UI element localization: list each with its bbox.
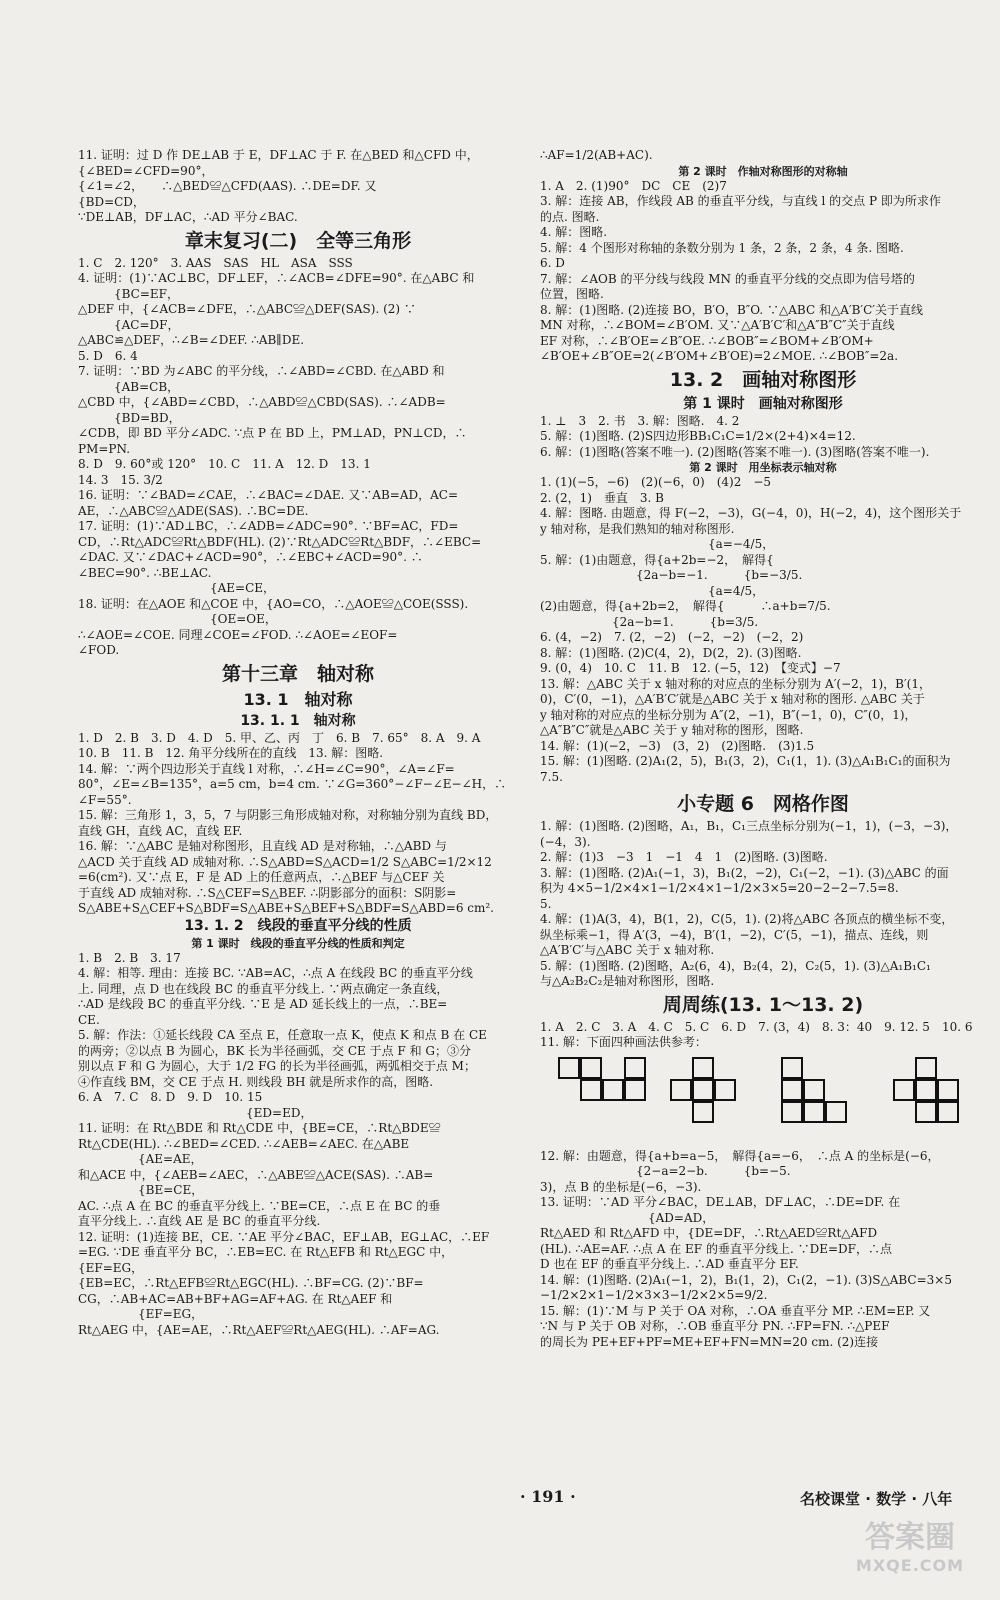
answer-line: 位置，图略. <box>540 287 604 301</box>
answer-line: 1. A 2. C 3. A 4. C 5. C 6. D 7. (3，4) 8. 3：40 9. 12. 5 10. 6 <box>540 1019 973 1034</box>
answer-line: Rt△CDE(HL). ∴∠BED=∠CED. ∴∠AEB=∠AEC. 在△ABE <box>78 1136 410 1151</box>
answer-line: EF 对称，∴∠B′OE=∠B″OE. ∴∠BOB″=∠BOM+∠B′OM+ <box>540 333 874 348</box>
answer-line: 5. 解：(1)图略. (2)图略，A₂(6，4)，B₂(4，2)，C₂(5，1). (3)△A₁B₁C₁ <box>540 958 931 973</box>
answer-line: △CBD 中，{∠ABD=∠CBD，∴△ABD≌△CBD(SAS). ∴∠ADB= <box>78 395 446 409</box>
chapter-heading: 13. 2 画轴对称图形 <box>669 368 857 391</box>
answer-line: {AE=AE， <box>78 1152 203 1166</box>
answer-line: 15. 解：三角形 1，3，5，7 与阴影三角形成轴对称，对称轴分别为直线 BD， <box>78 808 498 822</box>
grid-cell <box>624 1057 646 1079</box>
answer-line: S△ABE+S△CEF+S△BDF=S△ABE+S△BEF+S△BDF=S△ABD=6 cm². <box>78 901 494 915</box>
answer-line: 纵坐标乘−1，得 A′(3，−4)，B′(1，−2)，C′(5，−1)，描点、连线，则 <box>540 927 929 942</box>
grid-cell <box>692 1057 714 1079</box>
answer-line: ∠F=55°. <box>78 792 132 807</box>
answer-line: 7. 解：∠AOB 的平分线与线段 MN 的垂直平分线的交点即为信号塔的 <box>540 271 915 286</box>
book-brand: 名校课堂 · 数学 · 八年 <box>800 1490 953 1508</box>
grid-cell <box>781 1079 803 1101</box>
grid-cell <box>937 1101 959 1123</box>
answer-line: 5. D 6. 4 <box>78 348 138 363</box>
answer-line: {∠BED=∠CFD=90°， <box>78 163 214 178</box>
grid-cell <box>580 1079 602 1101</box>
left-column <box>78 148 518 1338</box>
answer-line: △ACD 关于直线 AD 成轴对称. ∴S△ABD=S△ACD=1/2 S△ABC=1/2×12 <box>78 854 492 869</box>
answer-line: {AE=CE， <box>78 581 276 595</box>
answer-line: {EF=EG， <box>78 1307 204 1321</box>
answer-line: {BD=CD， <box>78 194 145 209</box>
answer-line: 8. 解：(1)图略. (2)C(4，2)，D(2，2). (3)图略. <box>540 645 802 660</box>
answer-line: 5. 解：4 个图形对称轴的条数分别为 1 条，2 条，2 条，4 条. 图略. <box>540 240 904 255</box>
lesson-heading: 第 2 课时 用坐标表示轴对称 <box>689 461 837 474</box>
answer-line: AC. ∴点 A 在 BC 的垂直平分线上. ∵BE=CE，∴点 E 在 BC 的垂 <box>78 1198 441 1213</box>
answer-line: 6. D <box>540 256 565 270</box>
answer-line: 6. 解：(1)图略(答案不唯一). (2)图略(答案不唯一). (3)图略(答案不唯一). <box>540 444 930 459</box>
lesson-heading: 第 1 课时 线段的垂直平分线的性质和判定 <box>191 936 405 950</box>
answer-line: (HL). ∴AE=AF. ∴点 A 在 EF 的垂直平分线上. ∵DE=DF，∴点 <box>540 1241 892 1256</box>
answer-line: 1. B 2. B 3. 17 <box>78 950 181 965</box>
answer-line: ∠FOD. <box>78 643 120 657</box>
grid-cell <box>602 1079 624 1101</box>
watermark-url: MXQE.COM <box>855 1556 965 1575</box>
grid-cell <box>781 1057 803 1079</box>
answer-line: 1. ⊥ 3 2. 书 3. 解：图略. 4. 2 <box>540 413 740 428</box>
grid-cell <box>624 1079 646 1101</box>
chapter-heading: 小专题 6 网格作图 <box>677 793 849 815</box>
right-column <box>540 148 986 1350</box>
answer-line: ∴∠AOE=∠COE. 同理∠COE=∠FOD. ∴∠AOE=∠EOF= <box>78 627 398 642</box>
answer-line: D 也在 EF 的垂直平分线上. ∴AD 垂直平分 EF. <box>540 1257 799 1271</box>
answer-line: ∵N 与 P 关于 OB 对称，∴OB 垂直平分 PN. ∴FP=FN. ∴△PEF <box>540 1319 890 1333</box>
answer-line: 直线 GH，直线 AC，直线 EF. <box>78 823 243 838</box>
grid-figure <box>781 1057 875 1143</box>
answer-line: {a=−4/5， <box>540 537 775 551</box>
answer-line: 1. 解：(1)图略. (2)图略，A₁，B₁，C₁三点坐标分别为(−1，1)，(−3，−3)， <box>540 819 958 833</box>
grid-cell <box>692 1101 714 1123</box>
answer-line: 积为 4×5−1/2×4×1−1/2×4×1−1/2×3×5=20−2−2−7.5=8. <box>540 881 899 895</box>
grid-drawings <box>540 1051 986 1149</box>
answer-line: 11. 证明：在 Rt△BDE 和 Rt△CDE 中，{BE=CE，∴Rt△BDE≌ <box>78 1121 441 1135</box>
answer-line: 5. 解：作法：①延长线段 CA 至点 E，任意取一点 K，使点 K 和点 B 在 CE <box>78 1028 487 1042</box>
answer-line: {2−a=2−b. {b=−5. <box>540 1164 791 1178</box>
spacer <box>540 785 986 789</box>
answer-line: 0)，C′(0，−1)，△A′B′C′就是△ABC 关于 x 轴对称的图形. △ABC 关于 <box>540 692 925 706</box>
answer-line: 13. 证明：∵AD 平分∠BAC，DE⊥AB，DF⊥AC，∴DE=DF. 在 <box>540 1195 901 1209</box>
answer-line: 5. 解：(1)图略. (2)S四边形BB₁C₁C=1/2×(2+4)×4=12. <box>540 429 856 443</box>
subsection-heading: 第 1 课时 画轴对称图形 <box>683 395 843 412</box>
answer-line: ∠DAC. 又∵∠DAC+∠ACD=90°，∴∠EBC+∠ACD=90°. ∴ <box>78 550 423 564</box>
grid-cell <box>803 1101 825 1123</box>
chapter-heading: 周周练(13. 1～13. 2) <box>662 993 864 1016</box>
answer-line: {∠1=∠2， ∴△BED≌△CFD(AAS). ∴DE=DF. 又 <box>78 179 377 193</box>
answer-line: △DEF 中，{∠ACB=∠DFE，∴△ABC≌△DEF(SAS). (2) ∵ <box>78 302 416 316</box>
answer-line: =6(cm²). 又∵点 E，F 是 AD 上的任意两点，∴△BEF 与△CEF 关 <box>78 870 445 884</box>
answer-line: △A′B′C′与△ABC 关于 x 轴对称. <box>540 943 715 957</box>
grid-cell <box>803 1079 825 1101</box>
grid-cell <box>580 1057 602 1079</box>
grid-figure <box>893 1057 987 1143</box>
answer-line: y 轴对称的对应点的坐标分别为 A″(2，−1)，B″(−1，0)，C″(0，1)， <box>540 707 917 722</box>
answer-line: 4. 解：图略. 由题意，得 F(−2，−3)，G(−4，0)，H(−2，4)，这个图形关于 <box>540 506 962 520</box>
answer-line: (2)由题意，得{a+2b=2， 解得{ ∴a+b=7/5. <box>540 599 831 613</box>
answer-line: 17. 证明：(1)∵AD⊥BC，∴∠ADB=∠ADC=90°. ∵BF=AC，FD= <box>78 519 459 533</box>
site-watermark <box>830 1520 990 1590</box>
answer-line: 于直线 AD 成轴对称. ∴S△CEF=S△BEF. ∴阴影部分的面积：S阴影= <box>78 885 457 900</box>
grid-cell <box>915 1101 937 1123</box>
answer-line: {a=4/5， <box>540 583 765 598</box>
grid-cell <box>915 1079 937 1101</box>
answer-line: ∵DE⊥AB，DF⊥AC，∴AD 平分∠BAC. <box>78 210 298 224</box>
answer-line: ∴AF=1/2(AB+AC). <box>540 148 653 162</box>
answer-line: y 轴对称，是我们熟知的轴对称图形. <box>540 521 735 536</box>
answer-line: {2a−b=1. {b=3/5. <box>540 614 759 629</box>
answer-line: 2. 解：(1)3 −3 1 −1 4 1 (2)图略. (3)图略. <box>540 850 828 864</box>
answer-line: PM=PN. <box>78 441 131 456</box>
answer-line: 5. 解：(1)由题意，得{a+2b=−2， 解得{ <box>540 552 774 567</box>
grid-figure <box>558 1057 652 1143</box>
answer-line: {BD=BD， <box>78 410 181 425</box>
grid-cell <box>825 1101 847 1123</box>
watermark-logo-text: 答案圈 <box>865 1520 955 1555</box>
answer-line: AE，∴△ABC≌△ADE(SAS). ∴BC=DE. <box>78 503 309 518</box>
chapter-heading: 第十三章 轴对称 <box>221 662 374 685</box>
answer-line: {2a−b=−1. {b=−3/5. <box>540 568 803 582</box>
answer-line: 1. (1)(−5，−6) (2)(−6，0) (4)2 −5 <box>540 475 772 489</box>
answer-line: 3. 解：连接 AB，作线段 AB 的垂直平分线，与直线 l 的交点 P 即为所求作 <box>540 194 941 208</box>
answer-line: 6. A 7. C 8. D 9. D 10. 15 <box>78 1090 263 1104</box>
answer-line: 8. 解：(1)图略. (2)连接 BO，B′O，B″O. ∵△ABC 和△A′B′C′关于直线 <box>540 302 924 317</box>
answer-line: CD，∴Rt△ADC≌Rt△BDF(HL). (2)∵Rt△ADC≌Rt△BDF，∴∠EBC= <box>78 534 482 549</box>
answer-line: △ABC≌△DEF，∴∠B=∠DEF. ∴AB∥DE. <box>78 333 305 347</box>
answer-line: 3. 解：(1)图略. (2)A₁(−1，3)，B₁(2，−2)，C₁(−2，−1). (3)△ABC 的面 <box>540 865 949 880</box>
answer-line: 和△ACE 中，{∠AEB=∠AEC，∴△ABE≌△ACE(SAS). ∴AB= <box>78 1167 434 1182</box>
answer-line: 4. 解：相等. 理由：连接 BC. ∵AB=AC，∴点 A 在线段 BC 的垂直平分线 <box>78 966 473 980</box>
answer-line: 12. 证明：(1)连接 BE，CE. ∵AE 平分∠BAC，EF⊥AB，EG⊥AC，∴EF <box>78 1229 490 1244</box>
answer-line: 11. 解：下面四种画法供参考： <box>540 1035 707 1049</box>
lesson-heading: 第 2 课时 作轴对称图形的对称轴 <box>678 164 848 178</box>
answer-line: 7. 证明：∵BD 为∠ABC 的平分线，∴∠ABD=∠CBD. 在△ABD 和 <box>78 364 445 378</box>
answer-line: =EG. ∵DE 垂直平分 BC，∴EB=EC. 在 Rt△EFB 和 Rt△EGC 中， <box>78 1245 454 1259</box>
answer-line: {BE=CE， <box>78 1183 204 1197</box>
grid-cell <box>670 1079 692 1101</box>
answer-line: ④作直线 BM，交 CE 于点 H. 则线段 BH 就是所求作的高，图略. <box>78 1074 434 1089</box>
grid-cell <box>692 1079 714 1101</box>
answer-line: 16. 证明：∵∠BAD=∠CAE，∴∠BAC=∠DAE. 又∵AB=AD，AC= <box>78 488 459 502</box>
answer-line: {BC=EF， <box>78 286 179 301</box>
answer-line: 4. 证明：(1)∵AC⊥BC，DF⊥EF，∴∠ACB=∠DFE=90°. 在△ABC 和 <box>78 271 475 285</box>
answer-line: 6. (4，−2) 7. (2，−2) (−2，−2) (−2，2) <box>540 630 804 644</box>
grid-figure <box>670 1057 764 1143</box>
answer-line: 9. (0，4) 10. C 11. B 12. (−5，12) 【变式】−7 <box>540 661 841 675</box>
answer-line: 8. D 9. 60°或 120° 10. C 11. A 12. D 13. 1 <box>78 457 371 471</box>
answer-line: 15. 解：(1)图略. (2)A₁(2，5)，B₁(3，2)，C₁(1，1). (3)△A₁B₁C₁的面积为 <box>540 754 951 768</box>
section-heading: 13. 1 轴对称 <box>243 689 353 709</box>
answer-line: {EB=EC，∴Rt△EFB≌Rt△EGC(HL). ∴BF=CG. (2)∵BF= <box>78 1276 424 1290</box>
answer-line: 3)，点 B 的坐标是(−6，−3). <box>540 1179 702 1194</box>
answer-line: 14. 3 15. 3/2 <box>78 472 163 487</box>
answer-line: 11. 证明：过 D 作 DE⊥AB 于 E，DF⊥AC 于 F. 在△BED 和△CFD 中， <box>78 148 479 162</box>
subsection-heading: 13. 1. 2 线段的垂直平分线的性质 <box>184 917 412 934</box>
answer-line: {AD=AD， <box>540 1210 715 1225</box>
answer-line: {ED=ED， <box>78 1105 313 1120</box>
answer-line: 14. 解：(1)(−2，−3) (3，2) (2)图略. (3)1.5 <box>540 738 815 753</box>
answer-line: 14. 解：∵两个四边形关于直线 l 对称，∴∠H=∠C=90°，∠A=∠F= <box>78 761 455 776</box>
grid-cell <box>781 1101 803 1123</box>
answer-line: 上. 同理，点 D 也在线段 BC 的垂直平分线上. ∵两点确定一条直线， <box>78 981 449 996</box>
answer-line: 18. 证明：在△AOE 和△COE 中，{AO=CO，∴△AOE≌△COE(SSS). <box>78 596 469 611</box>
answer-line: 的两旁；②以点 B 为圆心，BK 长为半径画弧，交 CE 于点 F 和 G；③分 <box>78 1043 471 1058</box>
grid-cell <box>714 1079 736 1101</box>
answer-line: 的点. 图略. <box>540 209 600 224</box>
answer-line: 别以点 F 和 G 为圆心，大于 1/2 FG 的长为半径画弧，两弧相交于点 M； <box>78 1059 476 1073</box>
answer-line: 12. 解：由题意，得{a+b=a−5， 解得{a=−6， ∴点 A 的坐标是(−6， <box>540 1148 940 1163</box>
answer-line: ∠B′OE+∠B″OE=2(∠B′OM+∠B′OE)=2∠MOE. ∴∠BOB″=2a. <box>540 349 899 363</box>
answer-line: 1. D 2. B 3. D 4. D 5. 甲、乙、丙 丁 6. B 7. 65° 8. A 9. A <box>78 730 481 745</box>
answer-line: 15. 解：(1)∵M 与 P 关于 OA 对称，∴OA 垂直平分 MP. ∴EM=EP. 又 <box>540 1303 931 1318</box>
answer-line: 的周长为 PE+EF+PF=ME+EF+FN=MN=20 cm. (2)连接 <box>540 1334 879 1349</box>
answer-line: Rt△AED 和 Rt△AFD 中，{DE=DF，∴Rt△AED≌Rt△AFD <box>540 1226 878 1240</box>
answer-line: 1. C 2. 120° 3. AAS SAS HL ASA SSS <box>78 255 353 270</box>
answer-line: 4. 解：图略. <box>540 225 608 239</box>
answer-line: CE. <box>78 1012 100 1027</box>
answer-line: 13. 解：△ABC 关于 x 轴对称的对应点的坐标分别为 A′(−2，1)，B′(1， <box>540 676 931 691</box>
answer-line: 直平分线上. ∴直线 AE 是 BC 的垂直平分线. <box>78 1214 321 1228</box>
answer-line: {AB=CB， <box>78 379 180 394</box>
grid-cell <box>915 1057 937 1079</box>
answer-line: ∴AD 是线段 BC 的垂直平分线. ∵E 是 AD 延长线上的一点，∴BE= <box>78 997 448 1011</box>
answer-line: 5. <box>540 896 552 911</box>
answer-line: MN 对称，∴∠BOM=∠B′OM. 又∵△A′B′C′和△A″B″C″关于直线 <box>540 318 895 332</box>
answer-line: CG，∴AB+AC=AB+BF+AG=AF+AG. 在 Rt△AEF 和 <box>78 1291 393 1306</box>
answer-line: {AC=DF， <box>78 317 180 332</box>
answer-line: 10. B 11. B 12. 角平分线所在的直线 13. 解：图略. <box>78 746 384 760</box>
page-number: · 191 · <box>520 1487 576 1506</box>
grid-cell <box>558 1057 580 1079</box>
answer-line: ∠CDB，即 BD 平分∠ADC. ∵点 P 在 BD 上，PM⊥AD，PN⊥CD，∴ <box>78 426 467 440</box>
answer-line: 2. (2，1) 垂直 3. B <box>540 490 664 505</box>
answer-line: {EF=EG， <box>78 1260 144 1275</box>
answer-line: 4. 解：(1)A(3，4)，B(1，2)，C(5，1). (2)将△ABC 各顶点的横坐标不变， <box>540 912 954 926</box>
chapter-heading: 章末复习(二) 全等三角形 <box>184 229 412 252</box>
answer-line: Rt△AEG 中，{AE=AE，∴Rt△AEF≌Rt△AEG(HL). ∴AF=AG. <box>78 1322 440 1337</box>
answer-line: 16. 解：∵△ABC 是轴对称图形，且直线 AD 是对称轴，∴△ABD 与 <box>78 839 447 853</box>
answer-line: {OE=OE， <box>78 612 277 626</box>
subsection-heading: 13. 1. 1 轴对称 <box>240 712 356 729</box>
answer-line: 与△A₂B₂C₂是轴对称图形，图略. <box>540 974 715 988</box>
answer-line: 14. 解：(1)图略. (2)A₁(−1，2)，B₁(1，2)，C₁(2，−1). (3)S△ABC=3×5 <box>540 1272 952 1287</box>
answer-line: ∠BEC=90°. ∴BE⊥AC. <box>78 565 212 580</box>
answer-line: −1/2×2×1−1/2×3×3−1/2×2×5=9/2. <box>540 1288 768 1302</box>
answer-line: 7.5. <box>540 769 563 784</box>
grid-cell <box>893 1079 915 1101</box>
grid-cell <box>937 1079 959 1101</box>
answer-line: 1. A 2. (1)90° DC CE (2)7 <box>540 178 727 193</box>
answer-line: (−4，3). <box>540 834 591 849</box>
answer-line: △A″B″C″就是△ABC 关于 y 轴对称的图形，图略. <box>540 723 804 737</box>
answer-line: 80°，∠E=∠B=135°，a=5 cm，b=4 cm. ∵∠G=360°−∠F−∠E−∠H，∴ <box>78 777 507 791</box>
